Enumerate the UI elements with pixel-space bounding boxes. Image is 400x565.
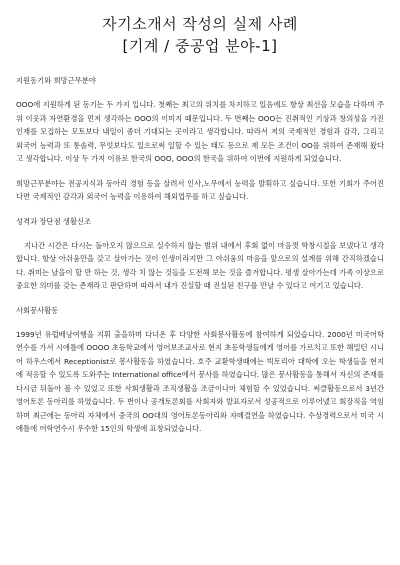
document-title: 자기소개서 작성의 실제 사례 <box>102 15 298 33</box>
personality-paragraph: 지나간 시간은 다시는 돌아오지 않으므로 실수하지 않는 범위 내에서 후회 없이 마음껏 학창시절을 보냈다고 생각합니다. 항상 아쉬움만을 갖고 살아가는 것이 인생이라지만 그 아쉬움의 마음을 앞으로의 설계를 위해 간직하겠습니다. 취미는 날을이 할 만 하는 것, 생각 치 않는 것들을 도전해 보는 것을 즐겨합니다. 평생 살아가는데 가족 이상으로 중요한 의미를 갖는 존재라고 판단하며 따라서 내가 진실할 때 진실된 친구를 만날 수 있다고 여기고 있습니다. <box>16 240 384 290</box>
section-heading-motivation: 지원동기와 희망근무분야 <box>16 76 96 85</box>
section-heading-personality: 성격과 장단점 생활신조 <box>16 216 92 226</box>
desired-field-paragraph: 희망근무분야는 전공지식과 동아리 경험 등을 살려서 인사,노무에서 능력을 발휘하고 싶습니다. 또한 기회가 주어진다면 국제적인 감각과 외국어 능력을 이용하여 해외업무를 하고 싶습니다. <box>16 178 384 201</box>
document-subtitle: [기계 / 중공업 분야-1] <box>122 37 278 55</box>
section-heading-volunteer: 사회봉사활동 <box>16 305 59 315</box>
motivation-paragraph: OOO에 지원하게 된 동기는 두 가지 입니다. 첫째는 최고의 위치를 차지하고 있음에도 항상 최선을 모습을 다하며 주위 이웃과 자연환경을 먼저 생각하는 OOO의 이미지 때문입니다. 두 번째는 OOO는 진취적인 기상과 창의성을 가진 인재를 모집하는 모토보다 내일이 좀더 기대되는 곳이라고 생각합니다. 따라서 저의 국제적인 경험과 감각, 그리고 외국어 능력과 또 통솔력, 무엇보다도 일으로써 일할 수 있는 태도 등으로 제 모든 조건이 OO를 위하여 존재해 왔다고 생각합니다. 이상 두 가지 이유로 한국의 OOO, OOO의 한국을 위하여 이번에 지원하게 되었습니다. <box>16 100 384 163</box>
volunteer-paragraph: 1999년 유럽배낭여행을 지휘 출을하며 다녀온 후 다양한 사회봉사활동에 참여하게 되었습니다. 2000년 미국어학연수를 가서 시애틀에 OOOO 초등학교에서 영어보조교사로 현지 초등학생들에게 영어를 가르치고 또한 해밀턴 시니어 하우스에서 Receptionist로 봉사활동을 하였습니다. 호주 교환학생때에는 빅토리아 대학에 오는 학생들을 현지에 적응할 수 있도록 도와주는 International office에서 봉사를 하였습니다. 많은 봉사활동을 통해서 자신의 존재를 다시금 뒤돌아 볼 수 있었고 또한 사회생활과 조직생활을 조금이나마 체험할 수 있었습니다. 써클활동으로서 3년간 영어토론 동아리를 하였습니다. 두 번이나 공개토론회를 사회자와 발표자로서 성공적으로 이루어냈고 회장직을 역임하며 최근에는 동아리 자체에서 중국의 OO대의 영어토론동아리와 자매결연을 하였습니다. 수상경력으로서 미국 시애틀에 어학연수시 우수한 15인의 학생에 표창되었습니다. <box>16 329 384 433</box>
document-body <box>16 74 384 447</box>
